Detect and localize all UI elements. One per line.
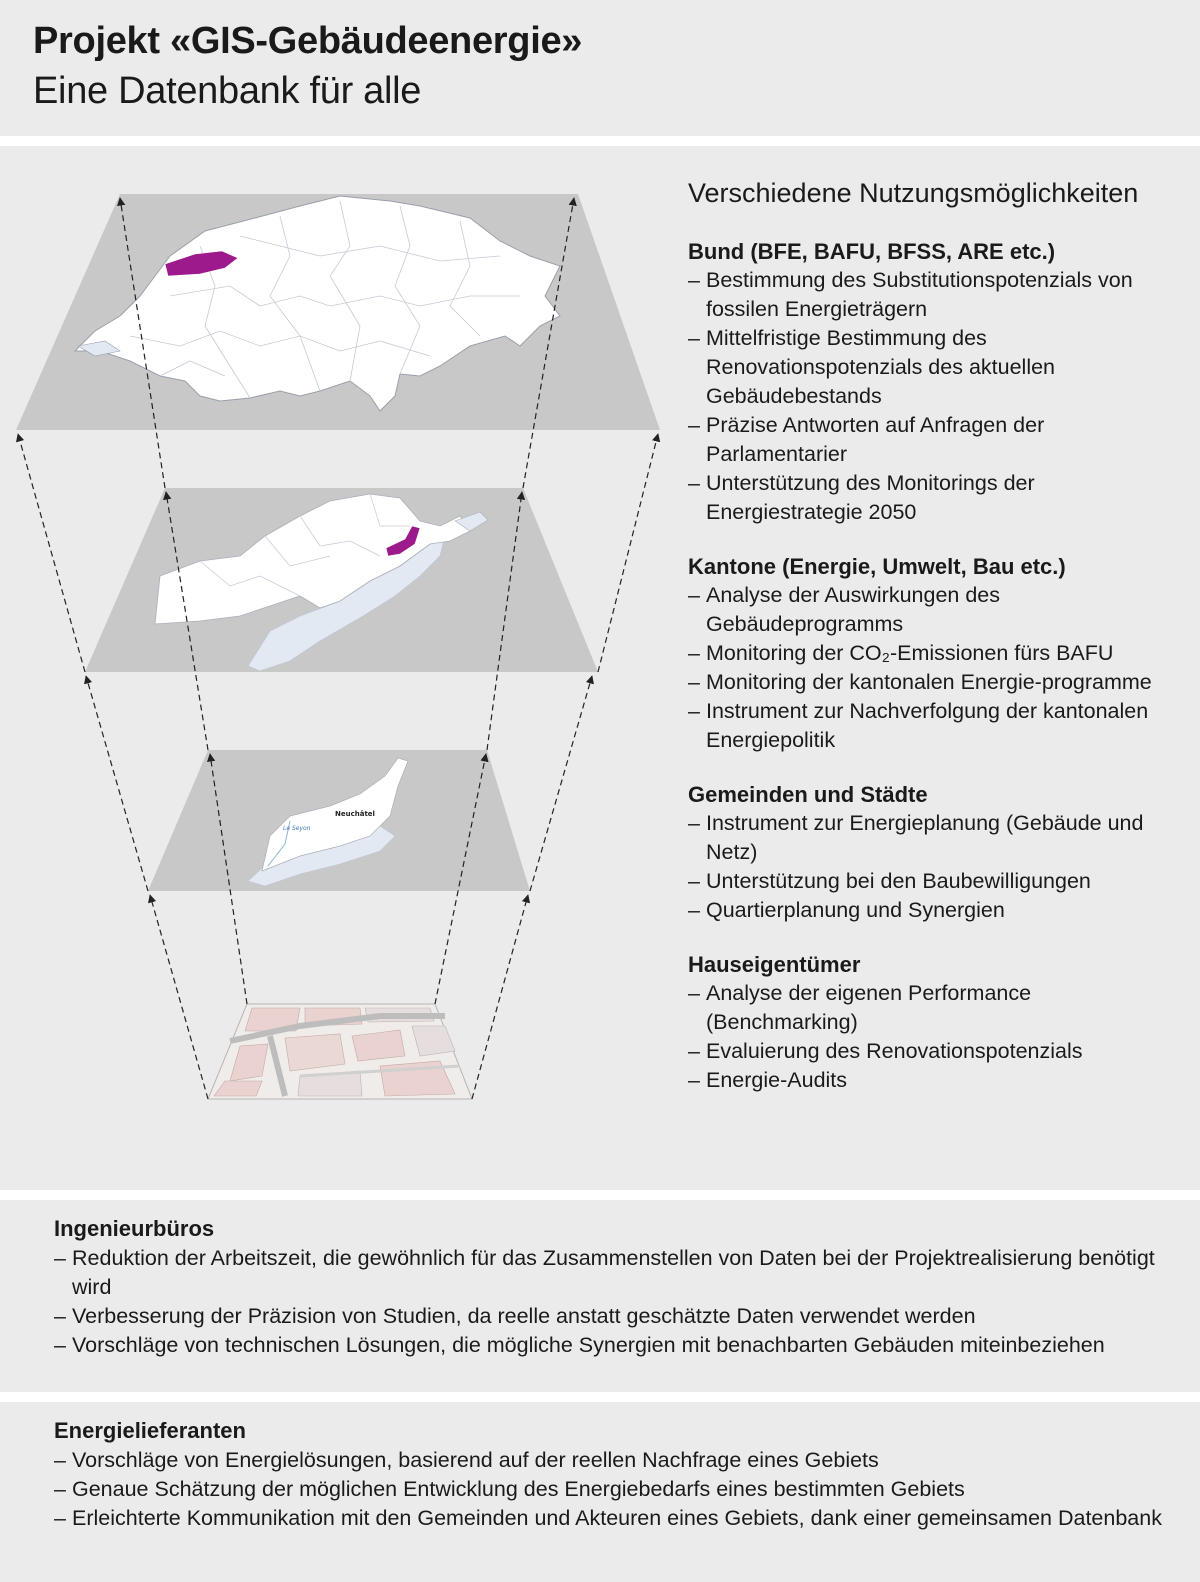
layer-pyramid-diagram [0,146,680,1190]
group-title: Bund (BFE, BAFU, BFSS, ARE etc.) [688,239,1056,264]
map-label-neuchatel: Neuchâtel [335,810,375,818]
list-item: – Bestimmung des Substitutionspotenzials von fossilen Energieträgern [688,266,1188,324]
group-bund [688,237,1188,527]
map-label-le-seyon: Le Seyon [283,825,311,832]
page-subtitle: Eine Datenbank für alle [33,70,422,112]
item-list [54,1244,1174,1360]
arrow-line [530,676,592,891]
item-list [54,1446,1174,1533]
list-item: – Instrument zur Nachverfolgung der kantonalen Energiepolitik [688,697,1188,755]
group-title: Hauseigentümer [688,952,861,977]
group-title: Kantone (Energie, Umwelt, Bau etc.) [688,554,1066,579]
main-band [0,146,1200,1190]
page-title: Projekt «GIS-Gebäudeenergie» [33,20,583,62]
layer-buildings [208,1004,472,1099]
group-kantone [688,552,1188,755]
list-item: – Vorschläge von technischen Lösungen, die mögliche Synergien mit benachbarten Gebäuden miteinbeziehen [54,1331,1174,1360]
suppliers-title: Energielieferanten [54,1418,246,1443]
list-item: – Verbesserung der Präzision von Studien, da reelle anstatt geschätzte Daten verwendet werden [54,1302,1174,1331]
item-list [688,809,1188,925]
group-gemeinden [688,780,1188,925]
engineers-section [54,1214,1174,1360]
suppliers-band [0,1402,1200,1582]
list-item: – Monitoring der CO₂-Emissionen fürs BAFU [688,639,1188,668]
group-hauseigentuemer [688,950,1188,1095]
engineers-band [0,1200,1200,1392]
buildings-map [214,1008,460,1096]
item-list [688,979,1188,1095]
list-item: – Unterstützung bei den Baubewilligungen [688,867,1188,896]
list-item: – Monitoring der kantonalen Energie-programme [688,668,1188,697]
list-item: – Instrument zur Energieplanung (Gebäude und Netz) [688,809,1188,867]
list-item: – Analyse der Auswirkungen des Gebäudeprogramms [688,581,1188,639]
list-item: – Mittelfristige Bestimmung des Renovationspotenzials des aktuellen Gebäudebestands [688,324,1188,411]
arrow-line [472,895,528,1099]
list-item: – Genaue Schätzung der möglichen Entwicklung des Energiebedarfs eines bestimmten Gebiets [54,1475,1174,1504]
layer-national [16,194,660,430]
arrow-line [598,434,658,672]
layer-cantonal [85,488,598,672]
list-item: – Erleichterte Kommunikation mit den Gemeinden und Akteuren eines Gebiets, dank einer gemeinsamen Datenbank [54,1504,1174,1533]
list-item: – Vorschläge von Energielösungen, basierend auf der reellen Nachfrage eines Gebiets [54,1446,1174,1475]
group-title: Gemeinden und Städte [688,782,928,807]
list-item: – Präzise Antworten auf Anfragen der Parlamentarier [688,411,1188,469]
arrow-line [150,895,208,1099]
arrow-line [18,434,85,672]
list-item: – Unterstützung des Monitorings der Energiestrategie 2050 [688,469,1188,527]
list-item: – Analyse der eigenen Performance (Benchmarking) [688,979,1188,1037]
list-item: – Energie-Audits [688,1066,1188,1095]
list-item: – Reduktion der Arbeitszeit, die gewöhnlich für das Zusammenstellen von Daten bei der Projektrealisierung benötigt wird [54,1244,1174,1302]
arrow-line [86,676,148,891]
engineers-title: Ingenieurbüros [54,1216,215,1241]
suppliers-section [54,1416,1174,1533]
header-band [0,0,1200,136]
item-list [688,266,1188,527]
item-list [688,581,1188,755]
layer-communal [148,750,530,891]
list-item: – Evaluierung des Renovationspotenzials [688,1037,1188,1066]
uses-heading: Verschiedene Nutzungsmöglichkeiten [688,178,1139,208]
uses-panel [688,176,1188,1120]
list-item: – Quartierplanung und Synergien [688,896,1188,925]
